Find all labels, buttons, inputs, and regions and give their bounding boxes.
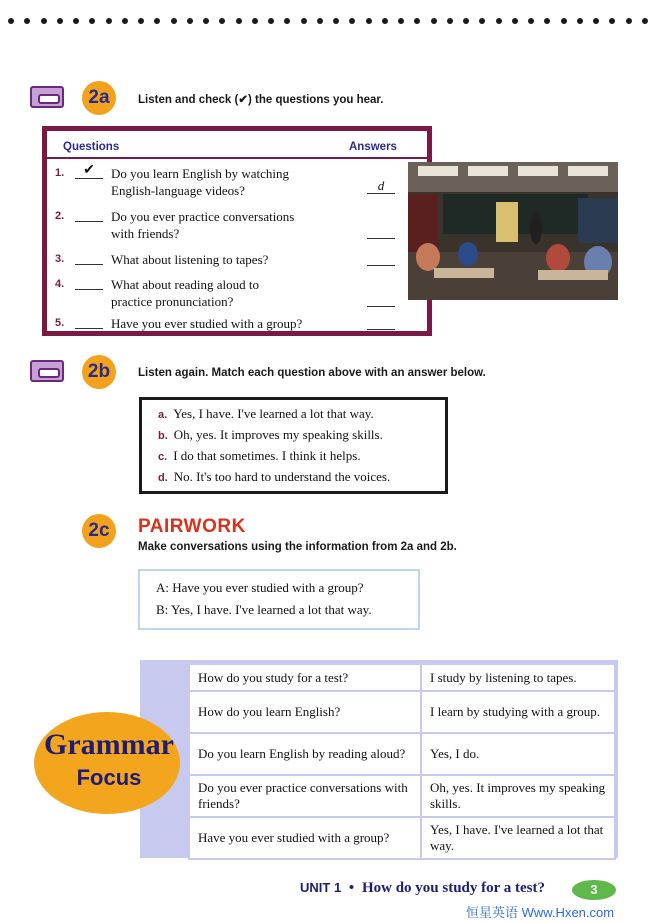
grammar-focus-table	[188, 663, 616, 860]
answer-item: c. I do that sometimes. I think it helps.	[158, 448, 361, 463]
table-row: How do you study for a test? I study by listening to tapes.	[189, 664, 615, 691]
page-footer: UNIT 1 • How do you study for a test?	[300, 880, 546, 896]
grammar-focus-title: Grammar	[44, 728, 174, 761]
classroom-photo	[408, 162, 618, 300]
answer-blank[interactable]: d	[367, 179, 395, 194]
check-blank[interactable]	[75, 315, 103, 329]
answers-box	[139, 397, 448, 494]
table-row: Do you learn English by reading aloud? Yes, I do.	[189, 733, 615, 775]
grammar-focus-subtitle: Focus	[76, 765, 142, 790]
check-blank[interactable]	[75, 208, 103, 222]
answer-item: b. Oh, yes. It improves my speaking skills.	[158, 427, 383, 442]
questions-box: Questions Answers 1. ✔ Do you learn English by watching English-language videos? d 2. Do you ever practice conversations with friends? 3. What about listening to tapes? 4. What about reading aloud to practice pronunciation? 5. Have you ever studied with a group?	[42, 126, 432, 336]
instruction-2b: Listen again. Match each question above with an answer below.	[138, 367, 486, 379]
check-mark[interactable]: ✔	[75, 165, 103, 179]
answers-header: Answers	[349, 141, 397, 153]
section-number-2a: 2a	[82, 81, 116, 115]
table-row: How do you learn English? I learn by studying with a group.	[189, 691, 615, 733]
answer-blank[interactable]	[367, 224, 395, 239]
conversation-box	[138, 569, 420, 630]
cassette-icon	[30, 360, 64, 382]
answer-item: d. No. It's too hard to understand the voices.	[158, 469, 391, 484]
instruction-2a: Listen and check (✔) the questions you hear.	[138, 94, 384, 106]
pairwork-title: PAIRWORK	[138, 516, 246, 537]
cassette-icon	[30, 86, 64, 108]
conversation-line: A: Have you ever studied with a group?	[156, 580, 364, 595]
section-number-2c: 2c	[82, 514, 116, 548]
answer-blank[interactable]	[367, 315, 395, 330]
classroom-illustration	[408, 162, 618, 300]
dotted-border	[8, 18, 648, 32]
answer-blank[interactable]	[367, 251, 395, 266]
check-blank[interactable]	[75, 276, 103, 290]
section-number-2b: 2b	[82, 355, 116, 389]
answer-blank[interactable]	[367, 292, 395, 307]
table-row: Do you ever practice conversations with friends? Oh, yes. It improves my speaking skills.	[189, 775, 615, 817]
table-row: Have you ever studied with a group? Yes, I have. I've learned a lot that way.	[189, 817, 615, 859]
check-blank[interactable]	[75, 251, 103, 265]
answer-item: a. Yes, I have. I've learned a lot that way.	[158, 406, 374, 421]
questions-header: Questions	[63, 141, 120, 153]
page-number: 3	[572, 880, 616, 900]
conversation-line: B: Yes, I have. I've learned a lot that way.	[156, 602, 372, 617]
instruction-2c: Make conversations using the information from 2a and 2b.	[138, 541, 457, 553]
watermark: 恒星英语 Www.Hxen.com	[466, 905, 615, 920]
header-divider	[47, 157, 427, 159]
